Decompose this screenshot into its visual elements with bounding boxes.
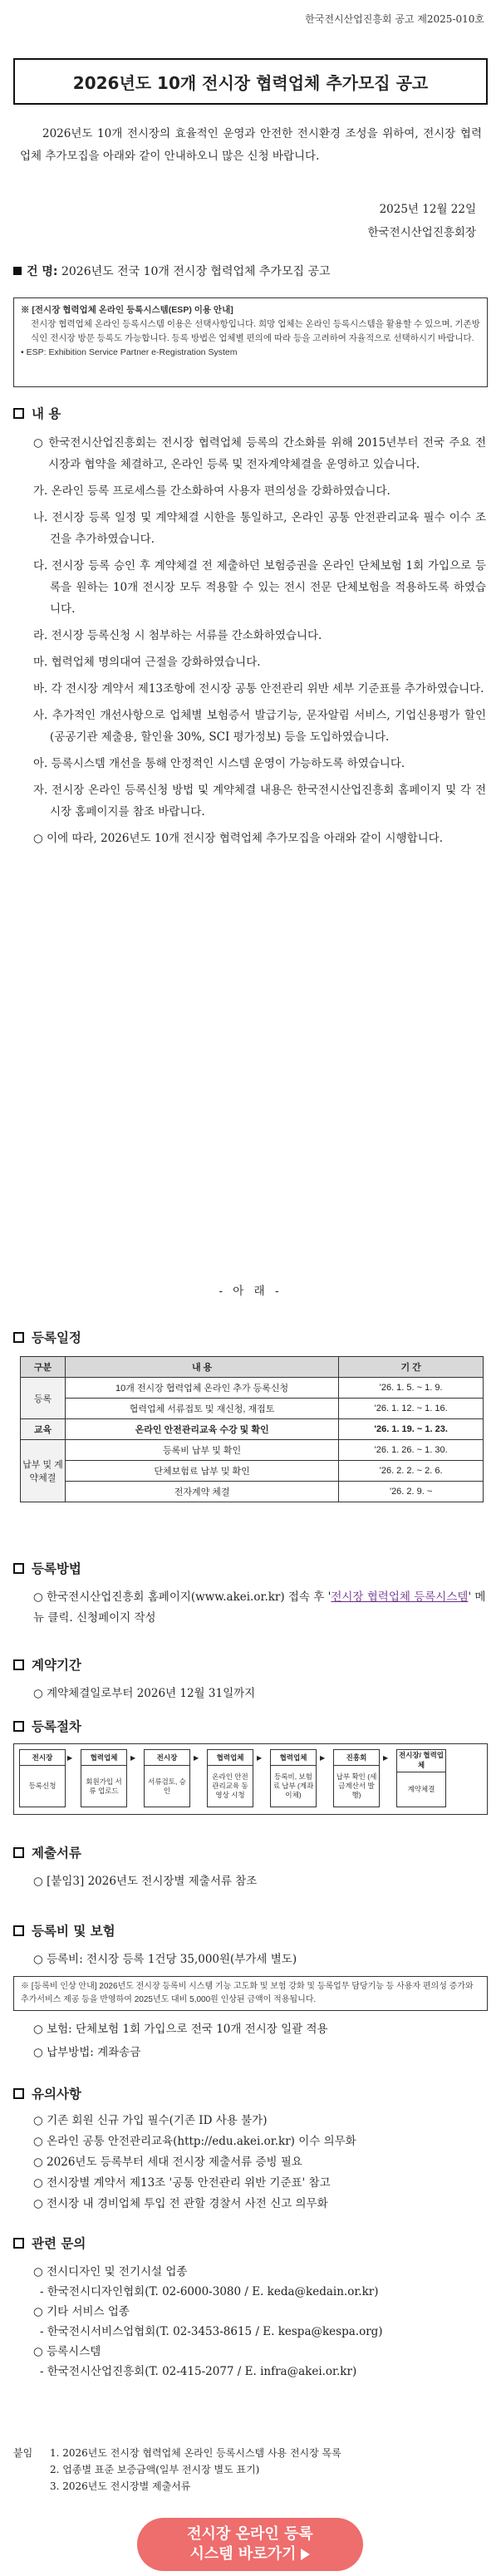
checkbox-square-icon — [13, 408, 24, 419]
attachments-label: 붙임 — [13, 2447, 33, 2459]
below-marker: - 아 래 - — [219, 1285, 282, 1298]
procedure-step: 협력업체 온라인 안전관리교육 동영상 시청 — [207, 1749, 253, 1807]
play-arrow-icon — [301, 2549, 310, 2560]
contact-detail[interactable]: - 한국전시서비스업협회(T. 02-3453-8615 / E. kespa@kespa.org) — [40, 2325, 383, 2338]
content-item: 나. 전시장 등록 일정 및 계약체결 시한을 통일하고, 온라인 공통 안전관리교육 필수 이수 조건을 추가하였습니다. — [33, 511, 486, 546]
checkbox-square-icon — [13, 1925, 24, 1936]
esp-notice-box — [13, 297, 488, 387]
content-item: 다. 전시장 등록 승인 후 계약체결 전 제출하던 보험증권을 온라인 단체보험 1회 가입으로 등록을 원하는 10개 전시장 모두 적용할 수 있는 전시 전문 단체보험을 적용하도록 하였습니다. — [33, 559, 486, 616]
list-item: ○ 전시장별 계약서 제13조 '공통 안전관리 위반 기준표' 참고 — [33, 2176, 331, 2190]
insurance-line: ○ 보험: 단체보험 1회 가입으로 전국 10개 전시장 일괄 적용 — [33, 2023, 328, 2036]
checkbox-square-icon — [13, 1721, 24, 1732]
intro-paragraph: 2026년도 10개 전시장의 효율적인 운영과 안전한 전시환경 조성을 위하여, 전시장 협력업체 추가모집을 아래와 같이 안내하오니 많은 신청 바랍니다. — [20, 127, 482, 163]
period-cell: '26. 1. 5. ~ 1. 9. — [339, 1378, 484, 1399]
fee-increase-note: ※ [등록비 인상 안내] 2026년도 전시장 등록비 시스템 기능 고도화 및 보험 강화 및 등록업무 담당기능 등 사용자 편의성 증가와 추가서비스 제공 등을 반영하여 2025년도 대비 5,000원 인상된 금액이 적용됩니다. — [13, 1976, 488, 2011]
checkbox-square-icon — [13, 1563, 24, 1574]
section-procedure-heading: 등록절차 — [13, 1717, 81, 1735]
procedure-step: 전시장 서류검토, 승인 — [144, 1749, 190, 1807]
content-closing: ○ 이에 따라, 2026년도 10개 전시장 협력업체 추가모집을 아래와 같이 시행합니다. — [33, 832, 443, 845]
table-row — [21, 1378, 484, 1399]
subject-text: 2026년도 전국 10개 전시장 협력업체 추가모집 공고 — [61, 265, 331, 278]
document-number: 한국전시산업진흥회 공고 제2025-010호 — [305, 13, 484, 25]
content-item: 라. 전시장 등록신청 시 첨부하는 서류를 간소화하였습니다. — [33, 629, 322, 642]
documents-text: ○ [붙임3] 2026년도 전시장별 제출서류 참조 — [33, 1875, 258, 1888]
procedure-step: 진흥회 납부 확인 (세금계산서 발행) — [333, 1749, 380, 1807]
attachment-item: 3. 2026년도 전시장별 제출서류 — [50, 2480, 191, 2492]
content-cell: 온라인 안전관리교육 수강 및 확인 — [65, 1419, 338, 1440]
content-item: 자. 전시장 온라인 등록신청 방법 및 계약체결 내용은 한국전시산업진흥회 홈페이지 및 각 전시장 홈페이지를 참조 바랍니다. — [33, 784, 486, 819]
period-cell: '26. 1. 19. ~ 1. 23. — [339, 1419, 484, 1440]
arrow-right-icon: ▶ — [67, 1754, 73, 1762]
arrow-right-icon: ▶ — [383, 1754, 389, 1762]
contact-detail[interactable]: - 한국전시디자인협회(T. 02-6000-3080 / E. keda@kedain.or.kr) — [40, 2285, 379, 2298]
content-item: 아. 등록시스템 개선을 통해 안정적인 시스템 운영이 가능하도록 하였습니다. — [33, 757, 405, 770]
table-row — [21, 1440, 484, 1461]
list-item: ○ 온라인 공통 안전관리교육(http://edu.akei.or.kr) 이수 의무화 — [33, 2135, 356, 2148]
procedure-step: 전시장 등록신청 — [19, 1749, 66, 1807]
column-header: 내 용 — [65, 1357, 338, 1378]
checkbox-square-icon — [13, 1332, 24, 1343]
page-title: 2026년도 10개 전시장 협력업체 추가모집 공고 — [13, 58, 488, 105]
period-cell: '26. 2. 9. ~ — [339, 1482, 484, 1502]
cta-line2: 시스템 바로가기 — [189, 2545, 297, 2563]
contact-group: ○ 기타 서비스 업종 — [33, 2305, 130, 2318]
registration-system-button[interactable] — [137, 2518, 363, 2571]
section-content-heading: 내 용 — [13, 404, 61, 422]
contact-list — [33, 2262, 486, 2382]
period-cell: '26. 2. 2. ~ 2. 6. — [339, 1461, 484, 1482]
category-cell: 교육 — [21, 1419, 66, 1440]
content-item: 바. 각 전시장 계약서 제13조항에 전시장 공통 안전관리 위반 세부 기준표를 추가하였습니다. — [33, 682, 484, 696]
section-method-heading: 등록방법 — [13, 1559, 81, 1577]
content-cell: 전자계약 체결 — [65, 1482, 338, 1502]
category-cell: 납부 및 계약체결 — [21, 1440, 66, 1502]
content-item: 마. 협력업체 명의대여 근절을 강화하였습니다. — [33, 656, 261, 669]
content-body — [33, 432, 486, 854]
contact-detail[interactable]: - 한국전시산업진흥회(T. 02-415-2077 / E. infra@akei.or.kr) — [40, 2365, 357, 2378]
schedule-table — [20, 1356, 484, 1502]
section-contact-heading: 관련 문의 — [13, 2234, 86, 2252]
list-item: ○ 기존 회원 신규 가입 필수(기존 ID 사용 불가) — [33, 2114, 268, 2127]
content-item: 가. 온라인 등록 프로세스를 간소화하여 사용자 편의성을 강화하였습니다. — [33, 484, 390, 498]
method-text: ○ 한국전시산업진흥회 홈페이지(www.akei.or.kr) 접속 후 '전시장 협력업체 등록시스템' 메뉴 클릭. 신청페이지 작성 — [33, 1590, 486, 1625]
checkbox-square-icon — [13, 2238, 24, 2249]
content-cell: 등록비 납부 및 확인 — [65, 1440, 338, 1461]
period-text: ○ 계약체결일로부터 2026년 12월 31일까지 — [33, 1687, 256, 1700]
section-notes-heading: 유의사항 — [13, 2084, 81, 2102]
table-header-row — [21, 1357, 484, 1378]
section-schedule-heading: 등록일정 — [13, 1328, 81, 1346]
procedure-step: 협력업체 회원가입 서류 업로드 — [81, 1749, 127, 1807]
payment-method-line: ○ 납부방법: 계좌송금 — [33, 2046, 141, 2059]
table-row — [21, 1419, 484, 1440]
checkbox-square-icon — [13, 1659, 24, 1670]
period-cell: '26. 1. 26. ~ 1. 30. — [339, 1440, 484, 1461]
content-cell: 협력업체 서류접토 및 재신청, 재접토 — [65, 1399, 338, 1419]
subject-label: 건 명: — [27, 265, 58, 278]
issuer: 한국전시산업진흥회장 — [367, 226, 476, 239]
checkbox-square-icon — [13, 2088, 24, 2099]
attachment-item: 1. 2026년도 전시장 협력업체 온라인 등록시스템 사용 전시장 목록 — [50, 2447, 341, 2459]
column-header: 구분 — [21, 1357, 66, 1378]
arrow-right-icon: ▶ — [130, 1754, 136, 1762]
cta-line1: 전시장 온라인 등록 — [187, 2525, 313, 2543]
notice-heading: ※ [전시장 협력업체 온라인 등록시스템(ESP) 이용 안내] — [21, 305, 233, 315]
section-period-heading: 계약기간 — [13, 1655, 81, 1674]
content-cell: 단체보험료 납부 및 확인 — [65, 1461, 338, 1482]
notice-footnote: • ESP: Exhibition Service Partner e-Registration System — [21, 347, 238, 357]
content-cell: 10개 전시장 협력업체 온라인 추가 등록신청 — [65, 1378, 338, 1399]
subject-line — [13, 263, 488, 279]
category-cell: 등록 — [21, 1378, 66, 1419]
section-documents-heading: 제출서류 — [13, 1843, 81, 1861]
list-item: ○ 전시장 내 경비업체 투입 전 관할 경찰서 사전 신고 의무화 — [33, 2197, 328, 2210]
fee-line: ○ 등록비: 전시장 등록 1건당 35,000원(부가세 별도) — [33, 1953, 297, 1966]
contact-group: ○ 전시디자인 및 전기시설 업종 — [33, 2265, 188, 2279]
attachment-item: 2. 업종별 표준 보증금액(일부 전시장 별도 표기) — [50, 2464, 260, 2475]
notes-list — [33, 2111, 486, 2215]
notice-body: 전시장 협력업체 온라인 등록시스템 이용은 선택사항입니다. 희망 업체는 온라인 등록시스템을 활용할 수 있으며, 기존방식인 전시장 방문 등록도 가능합니다. 등록 방법은 업체별 편의에 따라 등을 고려하여 자율적으로 선택하시기 바랍니다. — [31, 319, 480, 343]
checkbox-square-icon — [13, 1847, 24, 1858]
square-bullet-icon — [13, 267, 22, 275]
section-fee-heading: 등록비 및 보험 — [13, 1921, 115, 1939]
content-item: 사. 추가적인 개선사항으로 업체별 보험증서 발급기능, 문자알림 서비스, 기업신용평가 할인(공공기관 제출용, 할인율 30%, SCI 평가정보) 등을 도입하였습니다. — [33, 709, 486, 744]
attachments — [13, 2445, 479, 2495]
period-cell: '26. 1. 12. ~ 1. 16. — [339, 1399, 484, 1419]
contact-group: ○ 등록시스템 — [33, 2345, 101, 2358]
content-lead: ○ 한국전시산업진흥회는 전시장 협력업체 등록의 간소화를 위해 2015년부터 전국 주요 전시장과 협약을 체결하고, 온라인 등록 및 전자계약체결을 운영하고 있습니다. — [33, 436, 486, 471]
arrow-right-icon: ▶ — [320, 1754, 326, 1762]
arrow-right-icon: ▶ — [194, 1754, 199, 1762]
table-row — [21, 1482, 484, 1502]
table-row — [21, 1399, 484, 1419]
list-item: ○ 2026년도 등록부터 세대 전시장 제출서류 증빙 필요 — [33, 2156, 302, 2169]
announcement-date: 2025년 12월 22일 — [379, 203, 476, 216]
procedure-flow — [13, 1743, 488, 1815]
table-row — [21, 1461, 484, 1482]
column-header: 기 간 — [339, 1357, 484, 1378]
arrow-right-icon: ▶ — [257, 1754, 263, 1762]
procedure-step: 협력업체 등록비, 보험료 납부 (계좌이체) — [270, 1749, 317, 1807]
procedure-step: 전시장/ 협력업체 계약체결 — [396, 1749, 446, 1807]
registration-system-link[interactable]: 전시장 협력업체 등록시스템 — [331, 1590, 469, 1604]
